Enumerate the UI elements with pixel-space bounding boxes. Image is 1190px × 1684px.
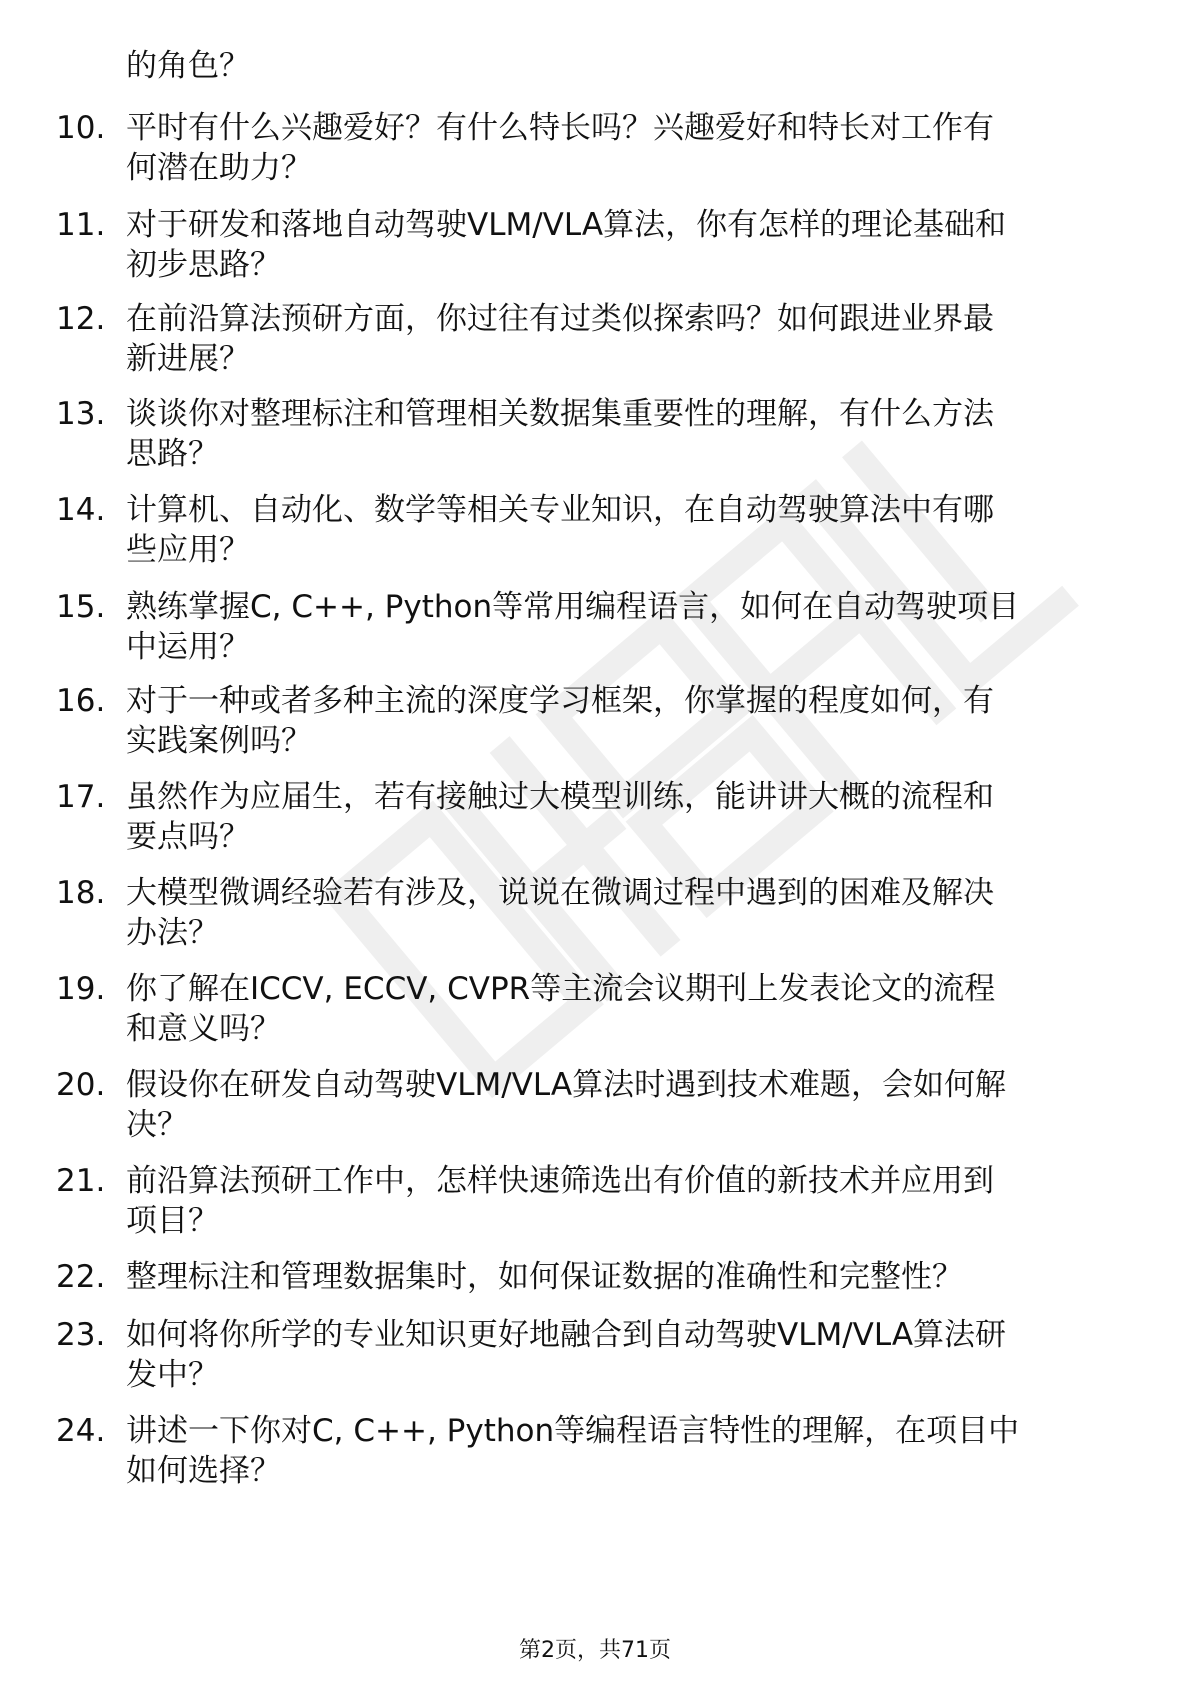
question-number: 12. — [56, 301, 106, 337]
question-text — [126, 1411, 1126, 1491]
question-text-line: 平时有什么兴趣爱好？有什么特长吗？兴趣爱好和特长对工作有 — [126, 110, 994, 146]
question-text-line: 思路？ — [126, 436, 219, 472]
question-number: 14. — [56, 492, 106, 528]
question-number: 15. — [56, 589, 106, 625]
question-text-line: 讲述一下你对C, C++, Python等编程语言特性的理解，在项目中 — [126, 1413, 1020, 1449]
question-text-line: 和意义吗？ — [126, 1011, 281, 1047]
question-text — [126, 777, 1126, 857]
question-text-line: 如何将你所学的专业知识更好地融合到自动驾驶VLM/VLA算法研 — [126, 1317, 1007, 1353]
question-number: 19. — [56, 971, 106, 1007]
question-number: 22. — [56, 1259, 106, 1295]
question-text-line: 实践案例吗？ — [126, 723, 312, 759]
question-number: 17. — [56, 779, 106, 815]
question-number: 18. — [56, 875, 106, 911]
question-number: 23. — [56, 1317, 106, 1353]
question-text — [126, 873, 1126, 953]
continued-question-text: 的角色？ — [126, 48, 250, 84]
question-text — [126, 969, 1126, 1049]
question-number: 20. — [56, 1067, 106, 1103]
question-text-line: 虽然作为应届生，若有接触过大模型训练，能讲讲大概的流程和 — [126, 779, 994, 815]
page-footer: 第2页，共71页 — [519, 1638, 671, 1663]
question-text — [126, 108, 1126, 188]
question-text-line: 初步思路？ — [126, 247, 281, 283]
question-text-line: 你了解在ICCV, ECCV, CVPR等主流会议期刊上发表论文的流程 — [126, 971, 996, 1007]
question-text-line: 对于一种或者多种主流的深度学习框架，你掌握的程度如何，有 — [126, 683, 994, 719]
question-text-line: 对于研发和落地自动驾驶VLM/VLA算法，你有怎样的理论基础和 — [126, 207, 1007, 243]
question-text — [126, 681, 1126, 761]
question-text — [126, 394, 1126, 474]
question-number: 10. — [56, 110, 106, 146]
question-text-line: 谈谈你对整理标注和管理相关数据集重要性的理解，有什么方法 — [126, 396, 994, 432]
question-text — [126, 490, 1126, 570]
question-text-line: 熟练掌握C, C++, Python等常用编程语言，如何在自动驾驶项目 — [126, 589, 1020, 625]
question-text — [126, 205, 1126, 285]
question-text-line: 前沿算法预研工作中，怎样快速筛选出有价值的新技术并应用到 — [126, 1163, 994, 1199]
question-text-line: 中运用？ — [126, 629, 250, 665]
question-text — [126, 587, 1126, 667]
question-text-line: 如何选择？ — [126, 1453, 281, 1489]
question-text-line: 项目？ — [126, 1203, 219, 1239]
question-number: 11. — [56, 207, 106, 243]
question-text-line: 大模型微调经验若有涉及，说说在微调过程中遇到的困难及解决 — [126, 875, 994, 911]
question-text-line: 计算机、自动化、数学等相关专业知识，在自动驾驶算法中有哪 — [126, 492, 994, 528]
question-text — [126, 1065, 1126, 1145]
question-number: 21. — [56, 1163, 106, 1199]
question-text — [126, 1315, 1126, 1395]
question-text-line: 些应用？ — [126, 532, 250, 568]
question-text-line: 新进展？ — [126, 341, 250, 377]
question-number: 16. — [56, 683, 106, 719]
question-text — [126, 1257, 1126, 1297]
question-text-line: 在前沿算法预研方面，你过往有过类似探索吗？如何跟进业界最 — [126, 301, 994, 337]
question-text-line: 何潜在助力？ — [126, 150, 312, 186]
question-text-line: 假设你在研发自动驾驶VLM/VLA算法时遇到技术难题，会如何解 — [126, 1067, 1007, 1103]
question-text-line: 要点吗？ — [126, 819, 250, 855]
question-text-line: 整理标注和管理数据集时，如何保证数据的准确性和完整性？ — [126, 1259, 963, 1295]
question-text-line: 决？ — [126, 1107, 188, 1143]
question-text — [126, 1161, 1126, 1241]
question-number: 24. — [56, 1413, 106, 1449]
question-number: 13. — [56, 396, 106, 432]
question-text-line: 发中？ — [126, 1357, 219, 1393]
question-text-line: 办法？ — [126, 915, 219, 951]
question-text — [126, 299, 1126, 379]
